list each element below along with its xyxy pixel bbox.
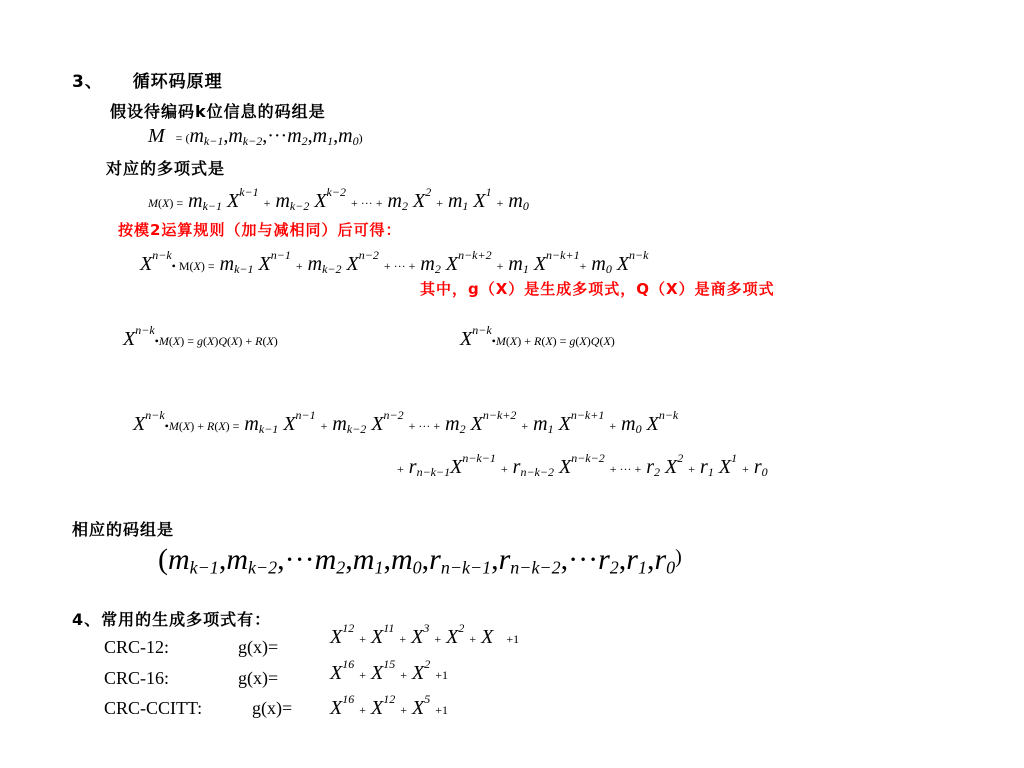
formula-division-right: $X^{n-k}•M(X) + R(X) = g(X)Q(X)$ <box>460 323 615 350</box>
crc16-gx: g(x)= <box>238 668 279 688</box>
crcccitt-name: CRC-CCITT: <box>104 698 203 718</box>
generator-quotient-note: 其中，g（X）是生成多项式，Q（X）是商多项式 <box>420 280 775 298</box>
mod2-note: 按模2运算规则（加与减相同）后可得： <box>118 221 402 239</box>
section-3-heading <box>72 67 223 92</box>
formula-division-left: $X^{n-k}•M(X) = g(X)Q(X) + R(X)$ <box>123 323 278 350</box>
crc16-name: CRC-16: <box>104 668 170 688</box>
formula-codeword-vector: ($m_{k-1},m_{k-2},\cdot\cdot\cdot m_2,m_1,m_0,r_{n-k-1},r_{n-k-2},\cdot\cdot\cdot r_2,r_1,r_0^)$ <box>158 543 682 578</box>
formula-codeword-line1: $X^{n-k}•M(X) + R(X) = m_{k-1}$ $X^{n-1} + m_{k-2}$ $X^{n-2}$ + ··· + $m_2$ $X^{n-k+2} + m_1$ $X^{n-k+1} + m_0$ $X^{n-k}$ <box>133 408 679 436</box>
formula-message-polynomial: $M(X) = m_{k-1}$ $X^{k-1} + m_{k-2}$ $X^{k-2}$ + ··· + $m_2$ $X^2 + m_1$ $X^1 + m_0$ <box>148 185 529 213</box>
crc12-polynomial: $X^{12} + X^{11} + X^3 + X^2 + X +1$ <box>330 621 520 648</box>
formula-message-vector: $M = (m_{k-1},m_{k-2},\cdot\cdot\cdot m_2,m_1,m_0)$ <box>148 125 363 148</box>
crc12-name: CRC-12: <box>104 637 170 657</box>
crc12-gx: g(x)= <box>238 637 279 657</box>
formula-shifted-polynomial: $X^{n-k}•$ $M(X) = m_{k-1}$ $X^{n-1} + m_{k-2}$ $X^{n-2}$ + ··· + $m_2$ $X^{n-k+2} + m_1$ $X^{n-k+1}+ m_0$ $X^{n-k}$ <box>140 248 649 276</box>
crcccitt-gx: g(x)= <box>252 698 293 718</box>
crc16-polynomial: $X^{16} + X^{15} + X^2 +1$ <box>330 657 448 684</box>
codeword-label: 相应的码组是 <box>72 520 175 539</box>
polynomial-description: 对应的多项式是 <box>106 159 226 178</box>
formula-codeword-line2: + $r_{n-k-1}X^{n-k-1} + r_{n-k-2}$ $X^{n-k-2}$ + ··· + $r_2$ $X^2 + r_1$ $X^1 + r_0$ <box>397 451 768 479</box>
section-title: 循环码原理 <box>132 72 223 92</box>
section-4-heading: 4、常用的生成多项式有： <box>72 610 272 629</box>
crcccitt-polynomial: $X^{16} + X^{12} + X^5 +1$ <box>330 692 448 719</box>
section-number: 3、 <box>72 72 103 92</box>
message-description: 假设待编码k位信息的码组是 <box>110 102 326 121</box>
